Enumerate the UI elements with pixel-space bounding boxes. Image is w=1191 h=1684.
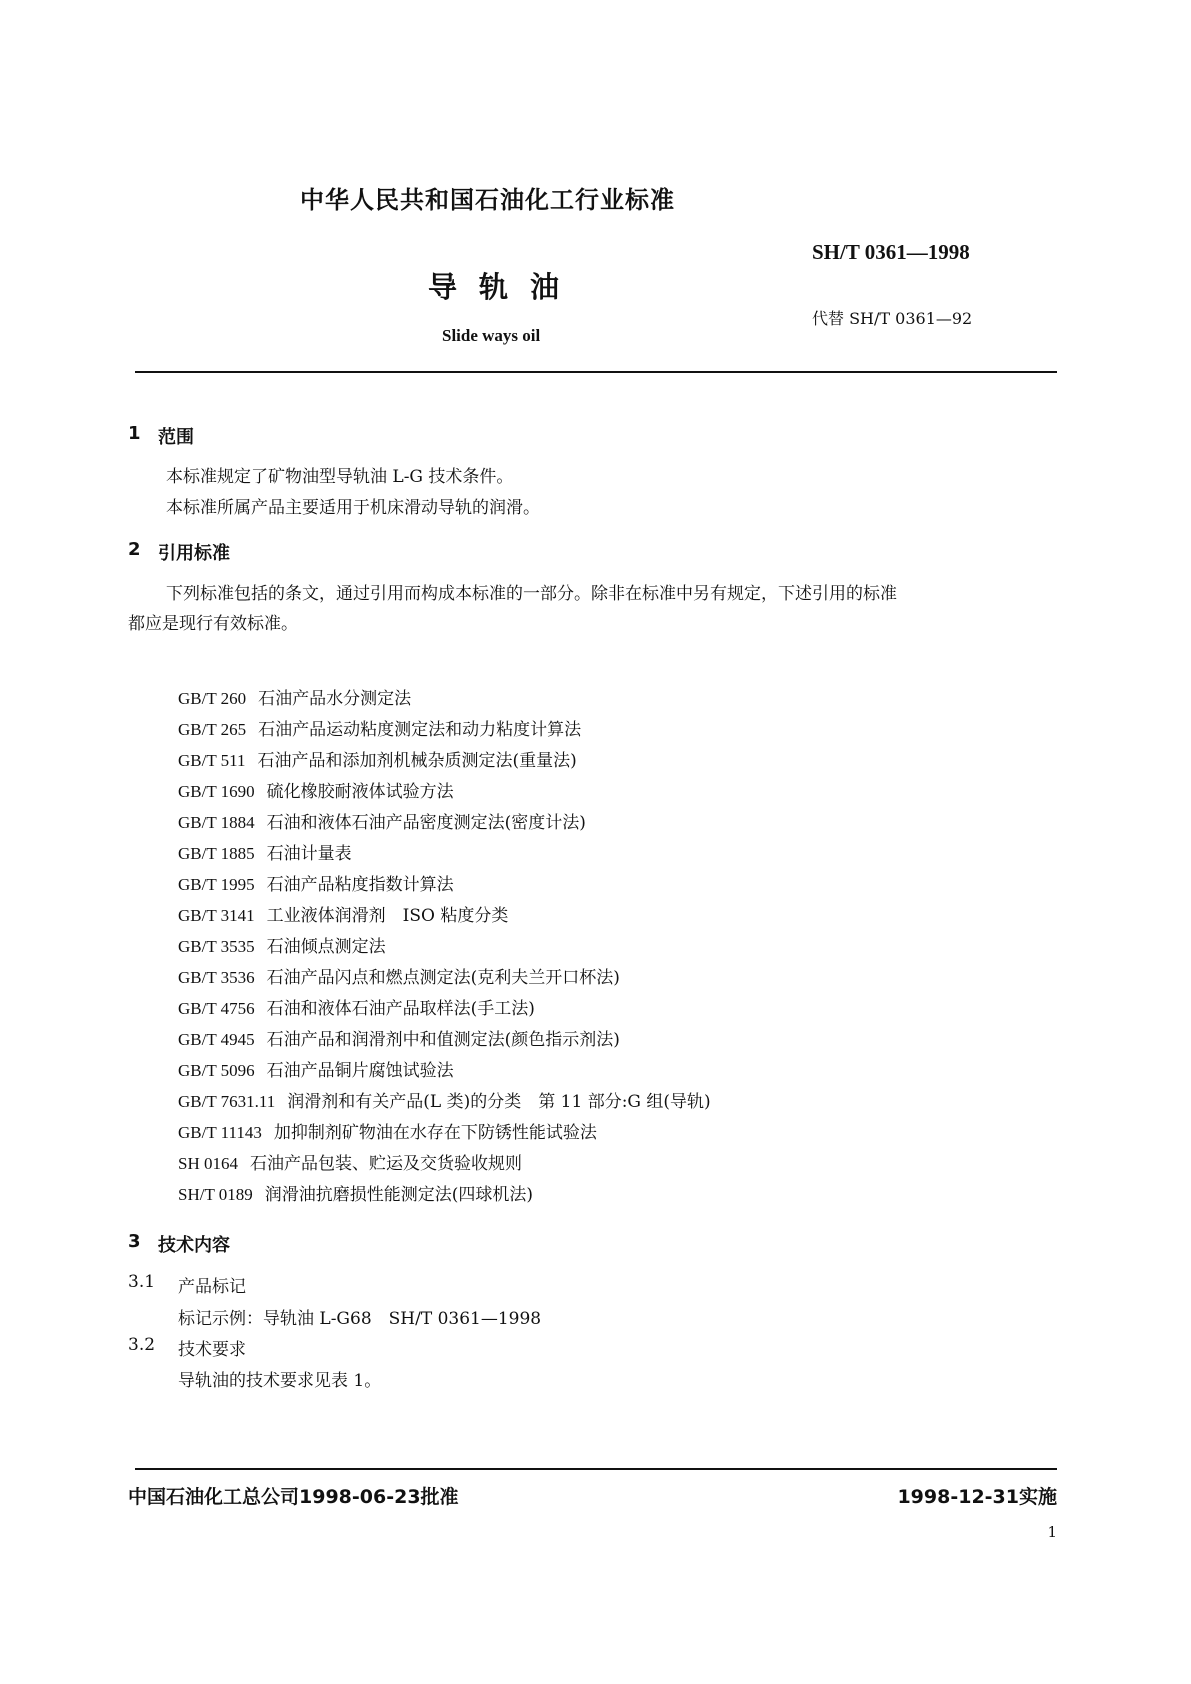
standard-code: GB/T 7631.11 bbox=[178, 1092, 276, 1111]
standard-code: GB/T 4945 bbox=[178, 1030, 255, 1049]
standard-code: GB/T 3535 bbox=[178, 937, 255, 956]
standard-title: 石油和液体石油产品密度测定法(密度计法) bbox=[266, 813, 586, 833]
list-item bbox=[178, 1024, 711, 1055]
standard-title: 石油产品铜片腐蚀试验法 bbox=[266, 1061, 454, 1081]
list-item bbox=[178, 714, 711, 745]
page-number: 1 bbox=[1047, 1523, 1057, 1541]
list-item bbox=[178, 931, 711, 962]
standard-code: GB/T 4756 bbox=[178, 999, 255, 1018]
standard-code: GB/T 5096 bbox=[178, 1061, 255, 1080]
list-item bbox=[178, 745, 711, 776]
standard-code: GB/T 1885 bbox=[178, 844, 255, 863]
standard-title: 石油产品运动粘度测定法和动力粘度计算法 bbox=[258, 720, 582, 740]
list-item bbox=[178, 1086, 711, 1117]
replaces-note: 代替 SH/T 0361—92 bbox=[812, 309, 973, 328]
standard-code: GB/T 260 bbox=[178, 689, 247, 708]
section-2-title: 引用标准 bbox=[158, 543, 230, 564]
subsection-3-2-title: 技术要求 bbox=[178, 1340, 246, 1360]
referenced-standards-list bbox=[178, 683, 711, 1210]
standard-code: GB/T 3536 bbox=[178, 968, 255, 987]
list-item bbox=[178, 683, 711, 714]
standard-title: 石油产品和添加剂机械杂质测定法(重量法) bbox=[257, 751, 577, 771]
issuer-heading: 中华人民共和国石油化工行业标准 bbox=[300, 186, 675, 214]
implementation-date: 1998-12-31实施 bbox=[897, 1486, 1057, 1508]
standard-code: GB/T 3141 bbox=[178, 906, 255, 925]
standard-code: GB/T 1690 bbox=[178, 782, 255, 801]
document-title-en: Slide ways oil bbox=[442, 326, 541, 345]
standard-code: GB/T 11143 bbox=[178, 1123, 262, 1142]
header-divider bbox=[135, 371, 1057, 373]
section-1-number: 1 bbox=[128, 423, 141, 444]
standard-title: 硫化橡胶耐液体试验方法 bbox=[266, 782, 454, 802]
section-1-paragraph-1: 本标准规定了矿物油型导轨油 L-G 技术条件。 bbox=[166, 467, 514, 487]
standard-code: GB/T 511 bbox=[178, 751, 246, 770]
section-1-paragraph-2: 本标准所属产品主要适用于机床滑动导轨的润滑。 bbox=[166, 498, 540, 518]
standard-title: 石油产品水分测定法 bbox=[258, 689, 412, 709]
standard-title: 石油产品粘度指数计算法 bbox=[266, 875, 454, 895]
standard-title: 润滑剂和有关产品(L 类)的分类 第 11 部分:G 组(导轨) bbox=[287, 1092, 711, 1112]
subsection-3-1-number: 3.1 bbox=[128, 1272, 156, 1292]
list-item bbox=[178, 962, 711, 993]
standard-code: SH/T 0189 bbox=[178, 1185, 253, 1204]
standard-title: 石油产品闪点和燃点测定法(克利夫兰开口杯法) bbox=[266, 968, 620, 988]
standard-title: 石油计量表 bbox=[266, 844, 352, 864]
standard-title: 加抑制剂矿物油在水存在下防锈性能试验法 bbox=[273, 1123, 597, 1143]
standard-code: GB/T 1884 bbox=[178, 813, 255, 832]
list-item bbox=[178, 838, 711, 869]
standard-title: 石油和液体石油产品取样法(手工法) bbox=[266, 999, 535, 1019]
list-item bbox=[178, 1117, 711, 1148]
standard-code: GB/T 265 bbox=[178, 720, 247, 739]
approval-date: 中国石油化工总公司1998-06-23批准 bbox=[128, 1486, 459, 1508]
list-item bbox=[178, 993, 711, 1024]
list-item bbox=[178, 1179, 711, 1210]
standard-code: GB/T 1995 bbox=[178, 875, 255, 894]
section-2-number: 2 bbox=[128, 539, 141, 560]
marking-example: 标记示例：导轨油 L-G68 SH/T 0361—1998 bbox=[178, 1309, 542, 1329]
subsection-3-1-title: 产品标记 bbox=[178, 1277, 246, 1297]
document-title-cn: 导轨油 bbox=[428, 270, 582, 304]
list-item bbox=[178, 776, 711, 807]
standard-code: SH 0164 bbox=[178, 1154, 238, 1173]
section-1-title: 范围 bbox=[158, 427, 194, 448]
standard-number: SH/T 0361—1998 bbox=[812, 240, 970, 264]
section-2-intro-line-1: 下列标准包括的条文，通过引用而构成本标准的一部分。除非在标准中另有规定，下述引用的标准 bbox=[166, 584, 897, 604]
technical-requirements-text: 导轨油的技术要求见表 1。 bbox=[178, 1371, 382, 1391]
subsection-3-2-number: 3.2 bbox=[128, 1335, 156, 1355]
standard-title: 润滑油抗磨损性能测定法(四球机法) bbox=[264, 1185, 534, 1205]
standard-title: 石油产品包装、贮运及交货验收规则 bbox=[249, 1154, 522, 1174]
footer-divider bbox=[135, 1468, 1057, 1470]
list-item bbox=[178, 1055, 711, 1086]
list-item bbox=[178, 807, 711, 838]
standard-title: 石油产品和润滑剂中和值测定法(颜色指示剂法) bbox=[266, 1030, 620, 1050]
list-item bbox=[178, 900, 711, 931]
section-2-intro-line-2: 都应是现行有效标准。 bbox=[128, 614, 298, 634]
section-3-number: 3 bbox=[128, 1231, 141, 1252]
standard-title: 石油倾点测定法 bbox=[266, 937, 386, 957]
standard-title: 工业液体润滑剂 ISO 粘度分类 bbox=[266, 906, 509, 926]
list-item bbox=[178, 869, 711, 900]
section-3-title: 技术内容 bbox=[158, 1235, 230, 1256]
list-item bbox=[178, 1148, 711, 1179]
